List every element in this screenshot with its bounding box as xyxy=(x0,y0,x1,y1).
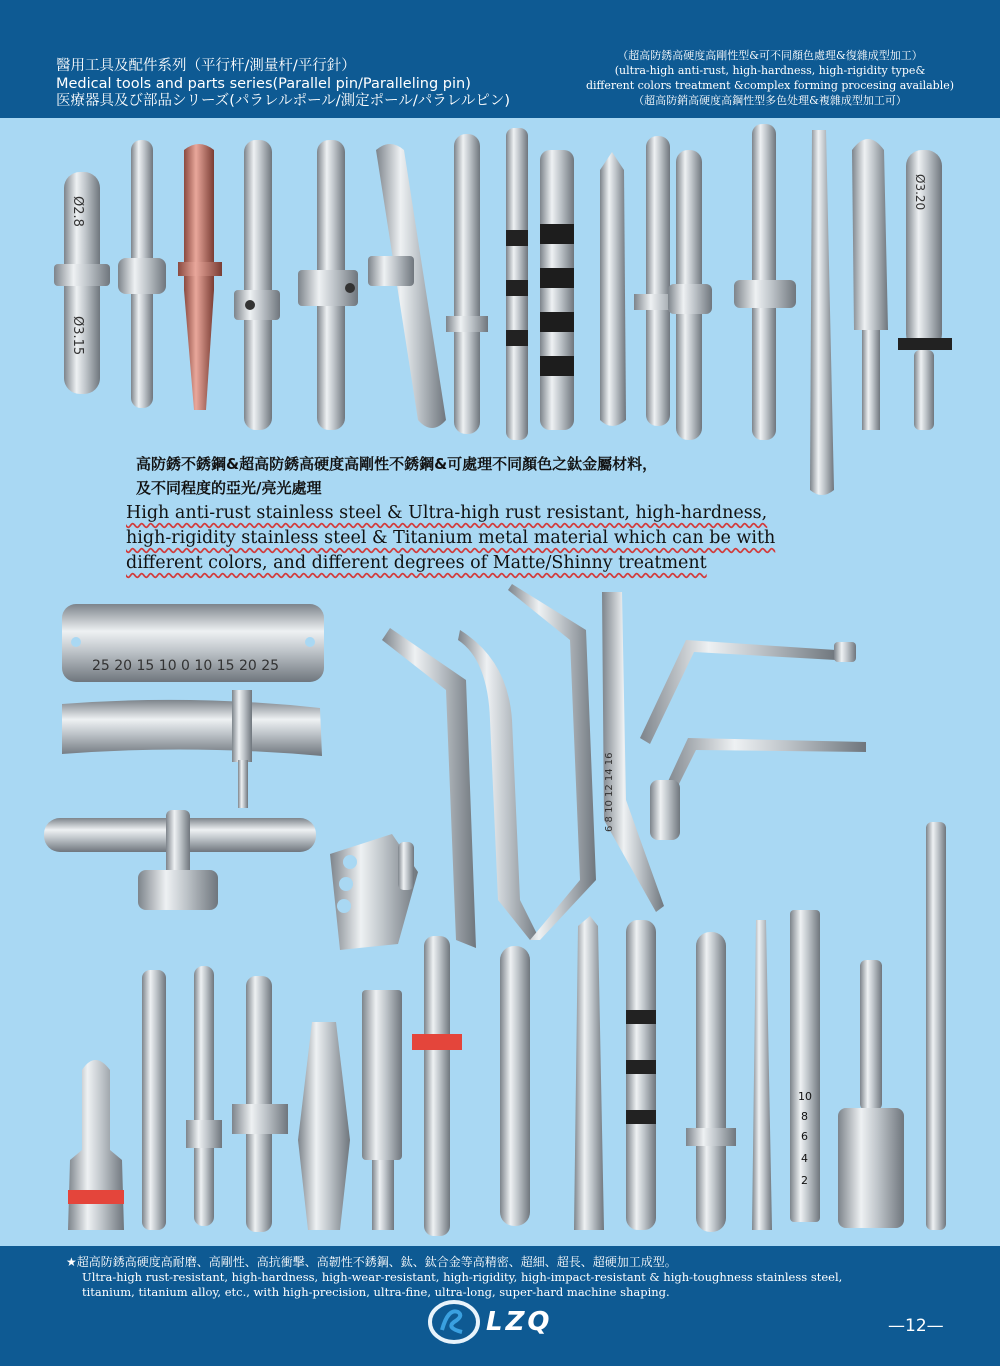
header-subtitle-line-3: different colors treatment &complex forming procesing available) xyxy=(585,79,955,92)
plate-with-holes xyxy=(330,834,418,950)
material-en-line-2: high-rigidity stainless steel & Titanium metal material which can be with xyxy=(126,528,776,548)
bottom-pin-5-threaded xyxy=(298,1022,350,1230)
bottom-pin-7-red xyxy=(412,936,462,1236)
pin-12 xyxy=(668,150,712,440)
pin-4 xyxy=(234,140,280,430)
pin-16 xyxy=(898,150,952,430)
material-description-cn xyxy=(136,452,657,500)
bent-rod-1 xyxy=(640,640,856,744)
pin-5 xyxy=(298,140,358,430)
header-title-cn: 醫用工具及配件系列（平行杆/測量杆/平行針） xyxy=(56,58,356,74)
bottom-pin-11 xyxy=(686,932,736,1232)
t-wrench xyxy=(44,810,316,910)
angle-gauge xyxy=(62,604,324,682)
page-number: —12— xyxy=(888,1316,944,1336)
pin-16-label: Ø3.20 xyxy=(913,174,927,211)
pin-7 xyxy=(446,134,488,434)
bottom-pin-6 xyxy=(362,990,402,1230)
pin-11 xyxy=(634,136,682,426)
material-en-line-1: High anti-rust stainless steel & Ultra-high rust resistant, high-hardness, xyxy=(126,503,768,523)
brand-logo-mark-icon xyxy=(428,1300,480,1344)
bottom-pin-8 xyxy=(500,946,530,1226)
bottom-pin-4 xyxy=(232,976,288,1232)
bending-strip xyxy=(62,690,322,808)
material-cn-line-2: 及不同程度的亞光/亮光處理 xyxy=(136,479,322,497)
pin-14-long xyxy=(810,130,834,495)
material-description-en xyxy=(126,501,775,576)
probe-scaled-2 xyxy=(602,592,664,912)
bottom-pin-10-banded xyxy=(626,920,656,1230)
material-en-line-3: different colors, and different degrees of Matte/Shinny treatment xyxy=(126,553,707,573)
depth-mark-6: 6 xyxy=(801,1130,808,1143)
pin-8-banded xyxy=(506,128,528,440)
header-subtitle-line-2: (ultra-high anti-rust, high-hardness, high-rigidity type& xyxy=(614,64,926,77)
footer-en-line-2: titanium, titanium alloy, etc., with high-precision, ultra-fine, ultra-long, super-hard machine shaping. xyxy=(82,1285,670,1299)
header-title-en: Medical tools and parts series(Parallel pin/Paralleling pin) xyxy=(56,75,471,92)
depth-mark-4: 4 xyxy=(801,1152,808,1165)
bottom-pin-13-depth xyxy=(790,910,820,1222)
pin-3-copper xyxy=(178,144,222,410)
header-subtitle-line-4: （超高防銷高硬度高鋼性型多色处理&複雜成型加工可） xyxy=(633,94,907,107)
pin-9-banded xyxy=(540,150,574,430)
pin-15 xyxy=(852,139,888,430)
probe-scaled-1 xyxy=(508,584,596,940)
pin-2 xyxy=(118,140,166,408)
probe-scale-text: 6 8 10 12 14 16 xyxy=(604,752,615,832)
depth-mark-2: 2 xyxy=(801,1174,808,1187)
brand-logo xyxy=(428,1300,598,1344)
pin-10 xyxy=(600,152,626,426)
pin-6-angled xyxy=(368,144,446,428)
pin-1-label-top: Ø2.8 xyxy=(70,196,85,227)
bent-rod-2 xyxy=(650,738,866,840)
header-subtitle-line-1: （超高防銹高硬度高剛性型&可不同顏色處理&復雜成型加工） xyxy=(617,49,923,62)
bottom-pin-3 xyxy=(186,966,222,1226)
depth-mark-8: 8 xyxy=(801,1110,808,1123)
gauge-scale: 25 20 15 10 0 10 15 20 25 xyxy=(92,658,280,674)
footer-feature-cn: ★超高防銹高硬度高耐磨、高剛性、高抗衝擊、高韌性不銹鋼、鈦、鈦合金等高精密、超細、超長、超硬加工成型。 xyxy=(66,1255,677,1269)
depth-mark-10: 10 xyxy=(798,1090,812,1103)
material-cn-line-1: 高防銹不銹鋼&超高防銹高硬度高剛性不銹鋼&可處理不同顏色之鈦金屬材料， xyxy=(136,455,658,473)
bottom-pin-14-driver xyxy=(838,960,904,1228)
footer-feature-en xyxy=(82,1270,842,1300)
bottom-pin-12 xyxy=(752,920,772,1230)
pin-1 xyxy=(54,172,110,394)
bottom-pin-15 xyxy=(926,822,946,1230)
pin-1-label-bottom: Ø3.15 xyxy=(70,316,85,356)
bottom-pin-2 xyxy=(142,970,166,1230)
header-title-jp: 医療器具及び部品シリーズ(パラレルポール/測定ポール/パラレルピン) xyxy=(56,93,511,109)
brand-name: LZQ xyxy=(486,1307,553,1337)
bottom-pin-9-banded xyxy=(574,916,604,1230)
footer-en-line-1: Ultra-high rust-resistant, high-hardness, high-wear-resistant, high-rigidity, high-impact-resistant & high-toughness stainless steel, xyxy=(82,1270,843,1284)
bottom-pin-1 xyxy=(68,1060,124,1230)
pin-13 xyxy=(734,124,796,440)
